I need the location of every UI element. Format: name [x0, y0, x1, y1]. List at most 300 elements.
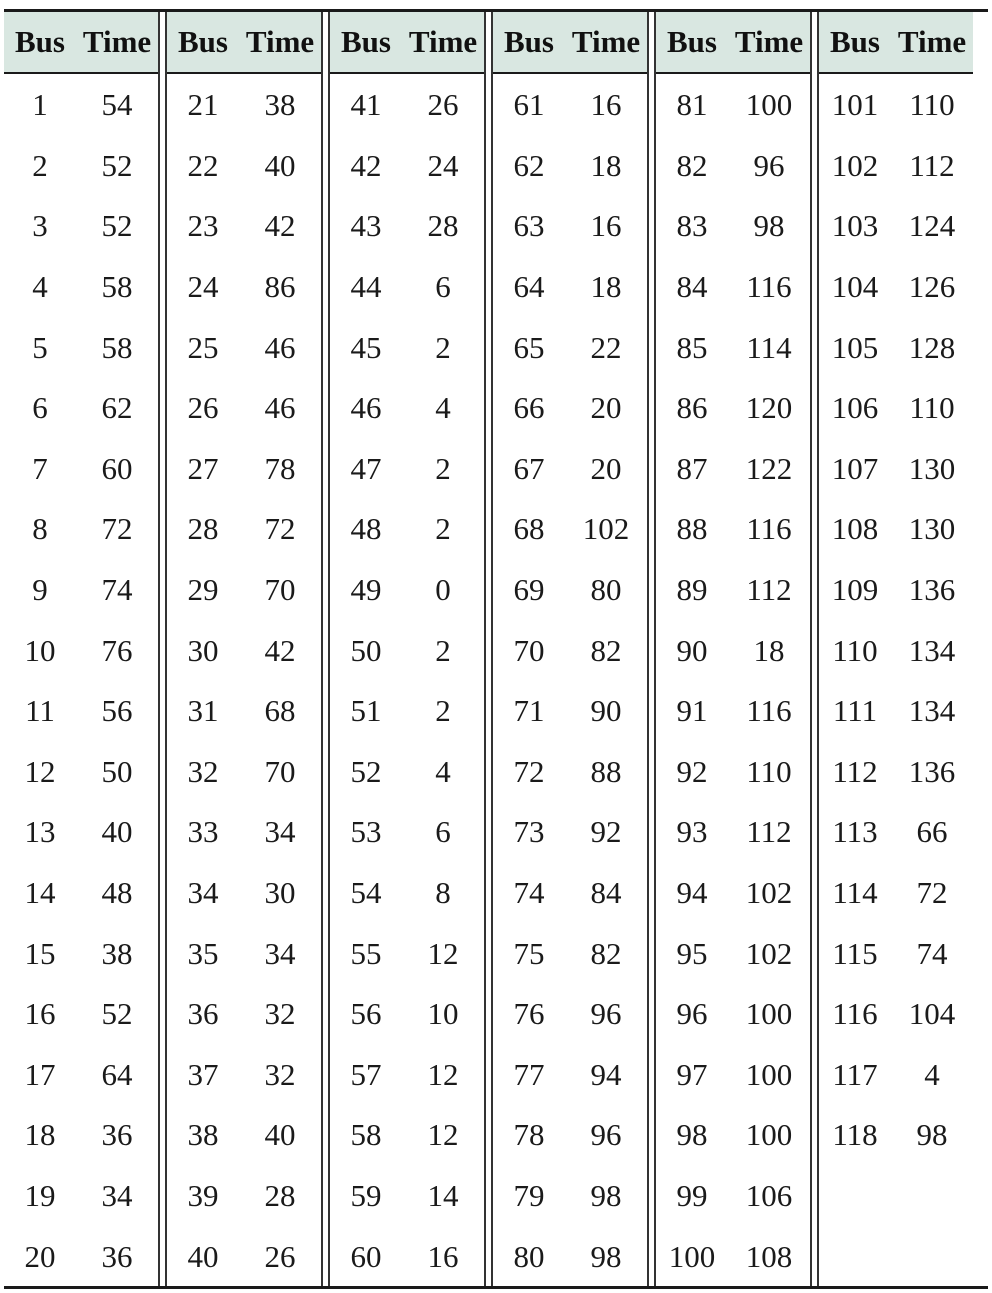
- bus-cell: 84: [676, 269, 708, 305]
- table-row: [330, 378, 484, 439]
- time-cell: 116: [746, 693, 792, 729]
- time-cell: 136: [908, 572, 956, 608]
- table-row: [493, 742, 647, 803]
- bus-cell: 94: [676, 875, 708, 911]
- time-cell: 70: [264, 753, 296, 789]
- time-cell: 86: [264, 269, 296, 305]
- time-cell: 40: [101, 814, 133, 850]
- table-row: [330, 681, 484, 742]
- bus-cell: 27: [187, 450, 219, 486]
- bus-cell: 96: [676, 996, 708, 1032]
- bus-cell: 30: [187, 632, 219, 668]
- time-cell: 90: [590, 693, 622, 729]
- column-group-divider: [810, 12, 819, 1286]
- time-cell: 24: [427, 147, 459, 183]
- bus-cell: 99: [676, 1177, 708, 1213]
- bus-cell: 52: [350, 753, 382, 789]
- time-cell: 94: [590, 1056, 622, 1092]
- table-row: [167, 1166, 321, 1227]
- table-row: [819, 560, 973, 621]
- time-cell: 52: [101, 147, 133, 183]
- table-body: [330, 74, 484, 1287]
- bus-cell: 83: [676, 208, 708, 244]
- table-row: [4, 1226, 158, 1287]
- table-row: [330, 1226, 484, 1287]
- time-cell: 82: [590, 632, 622, 668]
- bus-cell: 2: [32, 147, 48, 183]
- bus-cell: 100: [668, 1238, 716, 1274]
- table-row: [656, 1105, 810, 1166]
- bus-cell: 102: [831, 147, 879, 183]
- bus-cell: 40: [187, 1238, 219, 1274]
- table-row: [4, 1166, 158, 1227]
- bus-cell: 51: [350, 693, 382, 729]
- table-row: [493, 257, 647, 318]
- bus-cell: 12: [24, 753, 56, 789]
- time-cell: 52: [101, 996, 133, 1032]
- time-cell: 84: [590, 875, 622, 911]
- table-body: [819, 74, 973, 1287]
- table-row: [656, 923, 810, 984]
- table-row: [4, 439, 158, 500]
- bus-cell: 33: [187, 814, 219, 850]
- table-row: [819, 378, 973, 439]
- time-cell: 134: [908, 693, 956, 729]
- bus-cell: 110: [832, 632, 878, 668]
- bus-cell: 14: [24, 875, 56, 911]
- table-row: [493, 136, 647, 197]
- table-row: [656, 439, 810, 500]
- table-row: [330, 75, 484, 136]
- table-row: [819, 863, 973, 924]
- bus-cell: 17: [24, 1056, 56, 1092]
- table-row: [167, 923, 321, 984]
- bus-cell: 1: [32, 87, 48, 123]
- bus-cell: 56: [350, 996, 382, 1032]
- bus-cell: 67: [513, 450, 545, 486]
- time-cell: 4: [924, 1056, 940, 1092]
- time-cell: 56: [101, 693, 133, 729]
- bus-cell: 43: [350, 208, 382, 244]
- time-cell: 116: [746, 511, 792, 547]
- bus-cell: 115: [832, 935, 878, 971]
- time-cell: 108: [745, 1238, 793, 1274]
- bus-cell: 65: [513, 329, 545, 365]
- time-cell: 16: [427, 1238, 459, 1274]
- table-row: [819, 75, 973, 136]
- time-cell: 16: [590, 87, 622, 123]
- bus-cell: 107: [831, 450, 879, 486]
- table-row: [330, 196, 484, 257]
- bus-cell: 20: [24, 1238, 56, 1274]
- table-row: [819, 742, 973, 803]
- table-row: [493, 439, 647, 500]
- bus-cell: 90: [676, 632, 708, 668]
- table-row: [493, 317, 647, 378]
- table-row: [656, 863, 810, 924]
- table-row: [330, 1105, 484, 1166]
- bus-cell: 104: [831, 269, 879, 305]
- header-row: [493, 12, 647, 74]
- bus-cell: 21: [187, 87, 219, 123]
- time-cell: 112: [746, 814, 792, 850]
- time-cell: 26: [264, 1238, 296, 1274]
- bus-cell: 55: [350, 935, 382, 971]
- header-time: Time: [897, 24, 967, 59]
- header-time: Time: [734, 24, 804, 59]
- time-cell: 72: [916, 875, 948, 911]
- table-body: [493, 74, 647, 1287]
- table-row: [4, 923, 158, 984]
- bus-cell: 111: [832, 693, 878, 729]
- table-row: [330, 984, 484, 1045]
- table-row: [330, 317, 484, 378]
- time-cell: 2: [435, 693, 451, 729]
- header-time: Time: [408, 24, 478, 59]
- bus-cell: 19: [24, 1177, 56, 1213]
- table-row: [493, 923, 647, 984]
- table-row: [167, 317, 321, 378]
- table-row: [330, 620, 484, 681]
- table-row: [493, 1166, 647, 1227]
- table-row: [330, 1166, 484, 1227]
- bus-cell: 118: [832, 1117, 878, 1153]
- bus-cell: 42: [350, 147, 382, 183]
- time-cell: 68: [264, 693, 296, 729]
- time-cell: 52: [101, 208, 133, 244]
- bus-time-table: [4, 9, 988, 1289]
- table-row: [4, 75, 158, 136]
- bus-cell: 98: [676, 1117, 708, 1153]
- time-cell: 0: [435, 572, 451, 608]
- table-row: [167, 863, 321, 924]
- time-cell: 20: [590, 450, 622, 486]
- bus-cell: 47: [350, 450, 382, 486]
- header-row: [819, 12, 973, 74]
- time-cell: 64: [101, 1056, 133, 1092]
- time-cell: 96: [590, 1117, 622, 1153]
- time-cell: 18: [590, 269, 622, 305]
- bus-cell: 68: [513, 511, 545, 547]
- table-row: [819, 439, 973, 500]
- table-row: [656, 802, 810, 863]
- table-body: [167, 74, 321, 1287]
- time-cell: 18: [753, 632, 785, 668]
- table-row: [167, 802, 321, 863]
- table-row: [4, 136, 158, 197]
- table-row: [4, 802, 158, 863]
- table-row: [4, 1105, 158, 1166]
- table-row: [4, 499, 158, 560]
- time-cell: 8: [435, 875, 451, 911]
- table-row: [819, 1226, 973, 1287]
- header-time: Time: [571, 24, 641, 59]
- time-cell: 12: [427, 935, 459, 971]
- time-cell: 98: [753, 208, 785, 244]
- table-row: [656, 1045, 810, 1106]
- table-row: [4, 560, 158, 621]
- bus-cell: 73: [513, 814, 545, 850]
- time-cell: 12: [427, 1056, 459, 1092]
- table-row: [330, 1045, 484, 1106]
- bus-cell: 109: [831, 572, 879, 608]
- header-row: [167, 12, 321, 74]
- bus-cell: 11: [25, 693, 55, 729]
- time-cell: 28: [427, 208, 459, 244]
- time-cell: 60: [101, 450, 133, 486]
- bus-cell: 39: [187, 1177, 219, 1213]
- table-row: [4, 863, 158, 924]
- table-row: [656, 1226, 810, 1287]
- time-cell: 102: [745, 935, 793, 971]
- bus-cell: 49: [350, 572, 382, 608]
- header-row: [330, 12, 484, 74]
- bus-cell: 3: [32, 208, 48, 244]
- bus-cell: 25: [187, 329, 219, 365]
- table-row: [656, 257, 810, 318]
- time-cell: 116: [746, 269, 792, 305]
- header-bus: Bus: [15, 24, 65, 59]
- time-cell: 110: [909, 390, 955, 426]
- table-row: [330, 257, 484, 318]
- bus-cell: 87: [676, 450, 708, 486]
- table-row: [493, 499, 647, 560]
- time-cell: 104: [908, 996, 956, 1032]
- column-group-6: [819, 12, 973, 1286]
- header-bus: Bus: [341, 24, 391, 59]
- table-row: [819, 257, 973, 318]
- time-cell: 42: [264, 208, 296, 244]
- time-cell: 98: [916, 1117, 948, 1153]
- time-cell: 40: [264, 1117, 296, 1153]
- time-cell: 16: [590, 208, 622, 244]
- table-row: [167, 499, 321, 560]
- time-cell: 4: [435, 390, 451, 426]
- bus-cell: 28: [187, 511, 219, 547]
- time-cell: 30: [264, 875, 296, 911]
- table-row: [493, 984, 647, 1045]
- table-row: [819, 802, 973, 863]
- bus-cell: 35: [187, 935, 219, 971]
- time-cell: 48: [101, 875, 133, 911]
- bus-cell: 85: [676, 329, 708, 365]
- table-row: [167, 681, 321, 742]
- bus-cell: 86: [676, 390, 708, 426]
- time-cell: 98: [590, 1238, 622, 1274]
- table-row: [167, 439, 321, 500]
- time-cell: 38: [264, 87, 296, 123]
- bus-cell: 63: [513, 208, 545, 244]
- time-cell: 36: [101, 1117, 133, 1153]
- time-cell: 130: [908, 450, 956, 486]
- time-cell: 46: [264, 390, 296, 426]
- time-cell: 26: [427, 87, 459, 123]
- time-cell: 58: [101, 329, 133, 365]
- bus-cell: 75: [513, 935, 545, 971]
- table-row: [493, 620, 647, 681]
- time-cell: 76: [101, 632, 133, 668]
- bus-cell: 46: [350, 390, 382, 426]
- bus-cell: 15: [24, 935, 56, 971]
- time-cell: 4: [435, 753, 451, 789]
- time-cell: 38: [101, 935, 133, 971]
- time-cell: 34: [264, 935, 296, 971]
- table-row: [493, 1105, 647, 1166]
- time-cell: 112: [746, 572, 792, 608]
- bus-cell: 54: [350, 875, 382, 911]
- table-row: [4, 984, 158, 1045]
- table-body: [4, 74, 158, 1287]
- time-cell: 96: [753, 147, 785, 183]
- time-cell: 6: [435, 269, 451, 305]
- table-row: [330, 802, 484, 863]
- table-row: [819, 984, 973, 1045]
- column-group-divider: [158, 12, 167, 1286]
- time-cell: 50: [101, 753, 133, 789]
- time-cell: 14: [427, 1177, 459, 1213]
- time-cell: 2: [435, 632, 451, 668]
- time-cell: 78: [264, 450, 296, 486]
- table-row: [167, 378, 321, 439]
- column-group-4: [493, 12, 647, 1286]
- bus-cell: 53: [350, 814, 382, 850]
- time-cell: 120: [745, 390, 793, 426]
- time-cell: 74: [916, 935, 948, 971]
- table-row: [167, 196, 321, 257]
- time-cell: 100: [745, 87, 793, 123]
- time-cell: 54: [101, 87, 133, 123]
- table-body: [656, 74, 810, 1287]
- time-cell: 2: [435, 329, 451, 365]
- bus-cell: 8: [32, 511, 48, 547]
- time-cell: 40: [264, 147, 296, 183]
- column-group-divider: [484, 12, 493, 1286]
- table-row: [656, 620, 810, 681]
- table-row: [493, 75, 647, 136]
- bus-cell: 69: [513, 572, 545, 608]
- bus-cell: 70: [513, 632, 545, 668]
- table-row: [656, 317, 810, 378]
- time-cell: 80: [590, 572, 622, 608]
- bus-cell: 74: [513, 875, 545, 911]
- table-row: [167, 136, 321, 197]
- bus-cell: 113: [832, 814, 878, 850]
- bus-cell: 60: [350, 1238, 382, 1274]
- column-group-divider: [321, 12, 330, 1286]
- time-cell: 112: [909, 147, 955, 183]
- table-row: [167, 1226, 321, 1287]
- time-cell: 98: [590, 1177, 622, 1213]
- table-row: [167, 742, 321, 803]
- bus-cell: 16: [24, 996, 56, 1032]
- table-row: [656, 681, 810, 742]
- table-row: [167, 1045, 321, 1106]
- time-cell: 66: [916, 814, 948, 850]
- bus-cell: 22: [187, 147, 219, 183]
- bus-cell: 64: [513, 269, 545, 305]
- time-cell: 102: [582, 511, 630, 547]
- table-row: [167, 257, 321, 318]
- time-cell: 72: [264, 511, 296, 547]
- time-cell: 32: [264, 996, 296, 1032]
- bus-cell: 50: [350, 632, 382, 668]
- bus-cell: 10: [24, 632, 56, 668]
- table-row: [330, 923, 484, 984]
- time-cell: 12: [427, 1117, 459, 1153]
- table-row: [819, 196, 973, 257]
- table-row: [330, 742, 484, 803]
- bus-cell: 31: [187, 693, 219, 729]
- bus-cell: 38: [187, 1117, 219, 1153]
- time-cell: 88: [590, 753, 622, 789]
- time-cell: 72: [101, 511, 133, 547]
- column-group-1: [4, 12, 158, 1286]
- time-cell: 22: [590, 329, 622, 365]
- table-row: [819, 681, 973, 742]
- bus-cell: 116: [832, 996, 878, 1032]
- bus-cell: 103: [831, 208, 879, 244]
- bus-cell: 105: [831, 329, 879, 365]
- bus-cell: 88: [676, 511, 708, 547]
- bus-cell: 62: [513, 147, 545, 183]
- time-cell: 46: [264, 329, 296, 365]
- table-row: [819, 499, 973, 560]
- bus-cell: 114: [832, 875, 878, 911]
- time-cell: 130: [908, 511, 956, 547]
- table-row: [656, 560, 810, 621]
- bus-cell: 57: [350, 1056, 382, 1092]
- bus-cell: 36: [187, 996, 219, 1032]
- time-cell: 110: [746, 753, 792, 789]
- time-cell: 106: [745, 1177, 793, 1213]
- bus-cell: 79: [513, 1177, 545, 1213]
- time-cell: 74: [101, 572, 133, 608]
- table-row: [4, 681, 158, 742]
- bus-cell: 24: [187, 269, 219, 305]
- time-cell: 134: [908, 632, 956, 668]
- bus-cell: 82: [676, 147, 708, 183]
- bus-cell: 59: [350, 1177, 382, 1213]
- time-cell: 102: [745, 875, 793, 911]
- table-row: [330, 499, 484, 560]
- time-cell: 2: [435, 450, 451, 486]
- bus-cell: 97: [676, 1056, 708, 1092]
- table-row: [4, 378, 158, 439]
- time-cell: 114: [746, 329, 792, 365]
- table-row: [4, 317, 158, 378]
- time-cell: 2: [435, 511, 451, 547]
- bus-cell: 6: [32, 390, 48, 426]
- header-row: [4, 12, 158, 74]
- time-cell: 92: [590, 814, 622, 850]
- time-cell: 34: [101, 1177, 133, 1213]
- table-row: [656, 984, 810, 1045]
- time-cell: 100: [745, 1117, 793, 1153]
- time-cell: 124: [908, 208, 956, 244]
- bus-cell: 7: [32, 450, 48, 486]
- time-cell: 18: [590, 147, 622, 183]
- bus-cell: 95: [676, 935, 708, 971]
- bus-cell: 37: [187, 1056, 219, 1092]
- bus-cell: 9: [32, 572, 48, 608]
- table-row: [4, 1045, 158, 1106]
- table-row: [330, 863, 484, 924]
- header-bus: Bus: [830, 24, 880, 59]
- table-row: [4, 742, 158, 803]
- table-row: [819, 1045, 973, 1106]
- time-cell: 126: [908, 269, 956, 305]
- table-row: [167, 620, 321, 681]
